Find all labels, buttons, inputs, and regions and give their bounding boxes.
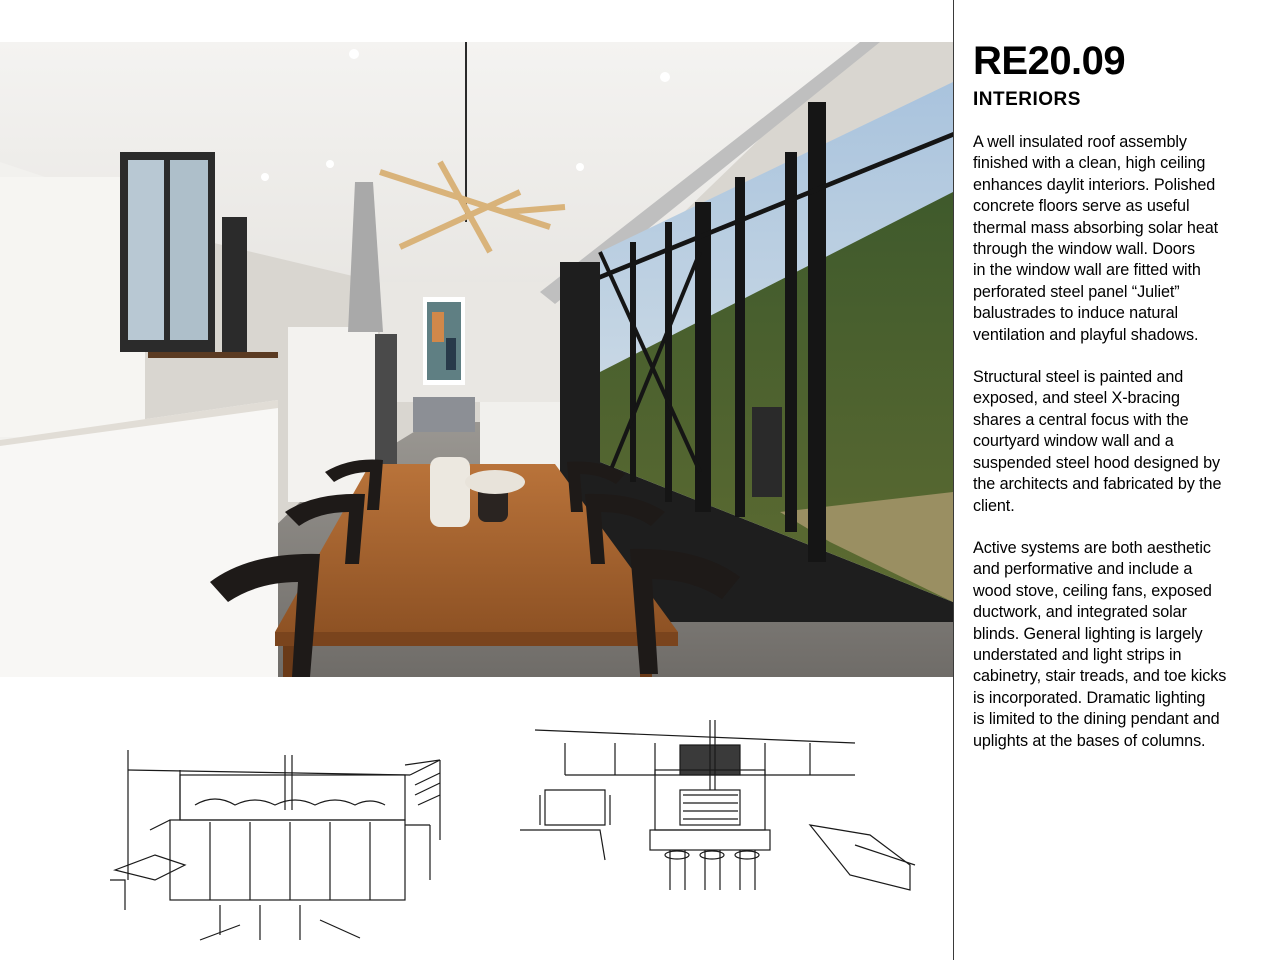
section-title: INTERIORS bbox=[973, 89, 1081, 110]
paragraph-structural-steel: Structural steel is painted and exposed, and steel X-bracing shares a central focus with the courtyard window wall and a suspended steel hood designed by the architects and fabricated by the client. bbox=[973, 368, 1222, 515]
column-divider bbox=[953, 0, 954, 960]
interior-sketch-living bbox=[515, 715, 935, 915]
text-column bbox=[973, 40, 1268, 773]
interior-photo bbox=[0, 42, 953, 677]
project-code: RE20.09 bbox=[973, 39, 1126, 83]
paragraph-active-systems: Active systems are both aesthetic and performative and include a wood stove, ceiling fans, exposed ductwork, and integrated solar blinds. General lighting is largely understated and light strips in cabinetry, stair treads, and toe kicks is incorporated. Dramatic lighting is limited to the dining pendant and uplights at the bases of columns. bbox=[973, 538, 1227, 750]
body-text bbox=[973, 132, 1268, 752]
interior-sketch-kitchen bbox=[100, 730, 500, 945]
paragraph-roof-floors: A well insulated roof assembly finished with a clean, high ceiling enhances daylit interiors. Polished concrete floors serve as useful thermal mass absorbing solar heat through the window wall. Doors in the window wall are fitted with perforated steel panel “Juliet” balustrades to induce natural ventilation and playful shadows. bbox=[973, 133, 1219, 344]
